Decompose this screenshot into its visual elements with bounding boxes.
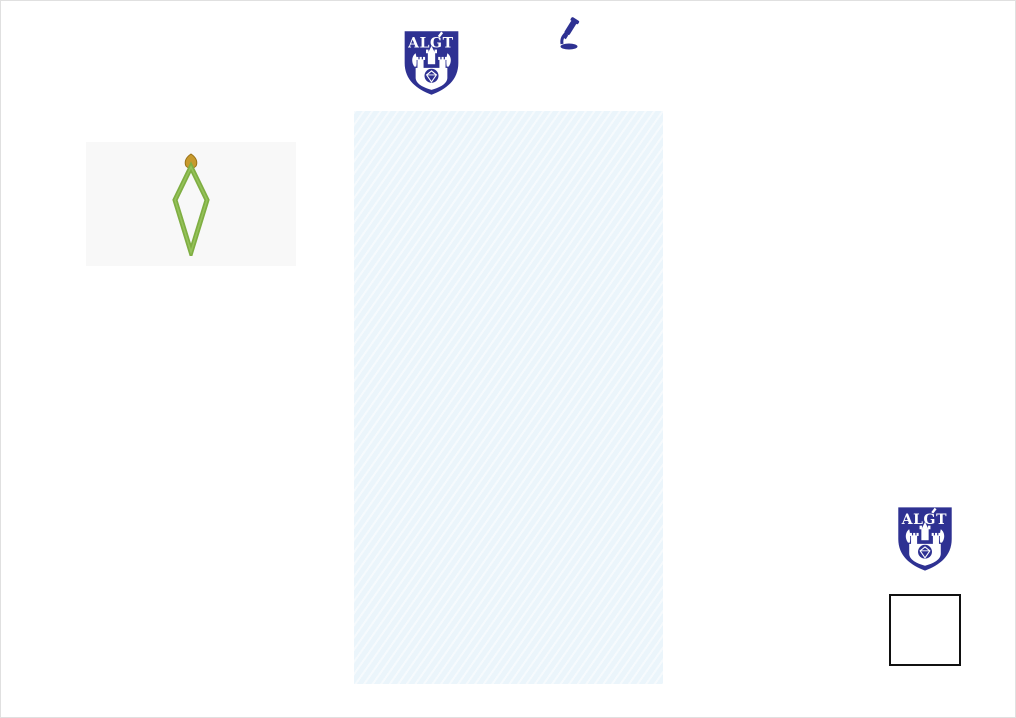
report-meta — [59, 49, 303, 68]
microscope-icon — [554, 17, 584, 51]
main-properties-panel — [701, 113, 993, 136]
qr-code-modules — [895, 600, 955, 660]
algt-logo — [401, 28, 470, 98]
item-picture — [86, 142, 296, 266]
report-number-line — [59, 53, 303, 68]
jade-pendant-image — [169, 152, 213, 256]
algt-shield-icon — [401, 28, 462, 98]
reportcheck-qr-code — [889, 594, 961, 666]
algt-watermark-layer — [354, 111, 663, 684]
algt-shield-icon-footer — [894, 505, 956, 573]
report-content — [354, 111, 663, 116]
identification-report-panel — [354, 111, 663, 684]
